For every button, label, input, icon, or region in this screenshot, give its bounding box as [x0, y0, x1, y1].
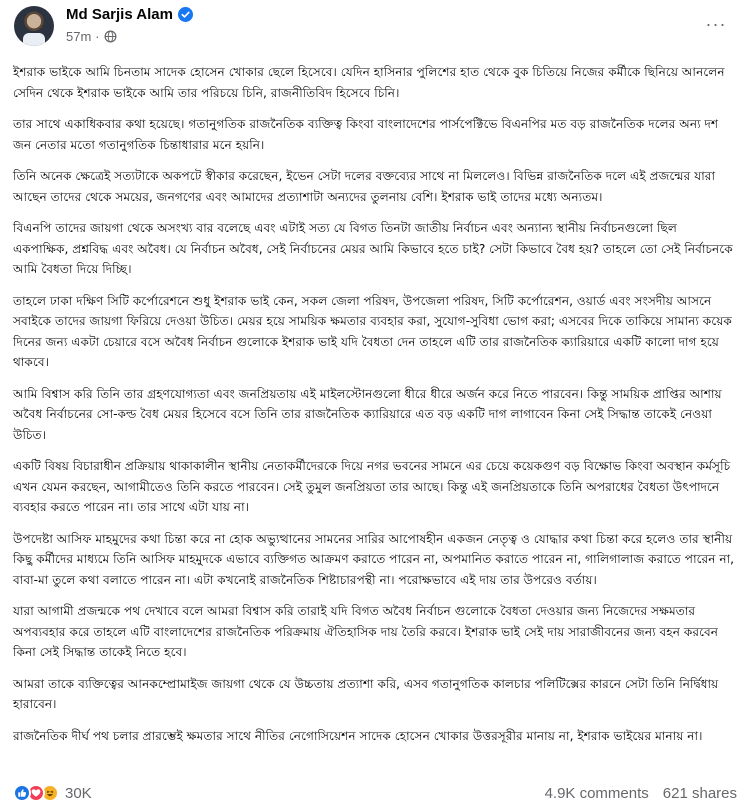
post-paragraph: একটি বিষয় বিচারাধীন প্রক্রিয়ায় থাকাকালীন স্থানীয় নেতাকর্মীদেরকে দিয়ে নগর ভবনের সামনে এর চেয়ে কয়েকগুণ বড় বিক্ষোভ কিংবা অবস্থান কর্মসূচি এখন যেমন করছেন, আগামীতেও তিনি করতে পারবেন। সেই তুমুল জনপ্রিয়তা তার আছে। কিন্তু এই জনপ্রিয়তাকে তিনি অপরাধের বৈধতা উৎপাদনে ব্যবহার করতে পারেন না। তার সাথে এটা যায় না। [13, 459, 731, 514]
post-paragraph: তার সাথে একাধিকবার কথা হয়েছে। গতানুগতিক রাজনৈতিক ব্যক্তিত্ব কিংবা বাংলাদেশের পার্সপেক্টিভে বিএনপির মত বড় রাজনৈতিক দলের অন্য দশ জন নেতার মতো গতানুগতিক চিন্তাধারার মনে হয়নি। [13, 117, 719, 152]
post-header [14, 4, 734, 50]
post-body [13, 62, 735, 757]
verified-badge-icon [178, 7, 193, 22]
author-line [66, 6, 193, 23]
like-reaction-icon [13, 784, 31, 802]
post-footer [13, 780, 737, 806]
post-paragraph: আমি বিশ্বাস করি তিনি তার গ্রহণযোগ্যতা এবং জনপ্রিয়তায় এই মাইলস্টোনগুলো ধীরে ধীরে অর্জন করে নিতে পারবেন। কিন্তু সাময়িক প্রাপ্তির আশায় অবৈধ নির্বাচনের সো-কল্ড বৈধ মেয়র হিসেবে বসে তিনি তার রাজনৈতিক ক্যারিয়ারে এত বড় একটি দাগ লাগাবেন কিনা সেই সিদ্ধান্ত তাকেই নেওয়া উচিত। [13, 386, 722, 442]
post-paragraph: ইশরাক ভাইকে আমি চিনতাম সাদেক হোসেন খোকার ছেলে হিসেবে। যেদিন হাসিনার পুলিশের হাত থেকে বুক চিতিয়ে নিজের কর্মীকে ছিনিয়ে আনলেন সেদিন থেকে ইশরাক ভাইকে আমি তার পরিচয়ে চিনি, রাজনীতিবিদ হিসেবে চিনি। [13, 65, 725, 100]
more-options-button[interactable]: ··· [705, 13, 727, 34]
globe-icon[interactable] [104, 30, 117, 43]
avatar[interactable] [14, 6, 54, 46]
shares-count-link[interactable]: 621 shares [662, 784, 737, 802]
comments-count-link[interactable]: 4.9K comments [544, 784, 649, 802]
post-paragraph: রাজনৈতিক দীর্ঘ পথ চলার প্রারম্ভেই ক্ষমতার সাথে নীতির নেগোসিয়েশন সাদেক হোসেন খোকার উত্তরসূরীর মানায় না, ইশরাক ভাইয়ের মানায় না। [13, 728, 703, 743]
engagement-stats [545, 785, 737, 802]
meta-separator: · [95, 29, 100, 44]
author-name[interactable]: Md Sarjis Alam [66, 6, 173, 23]
post-paragraph: যারা আগামী প্রজন্মকে পথ দেখাবে বলে আমরা বিশ্বাস করি তারাই যদি বিগত অবৈধ নির্বাচন গুলোকে বৈধতা দেওয়ার জন্য নিজেদের সক্ষমতার অপব্যবহার করে তাহলে এটি বাংলাদেশের রাজনৈতিক পরিক্রমায় ঐতিহাসিক দায় তৈরি করবে। ইশরাক ভাই সেই দায় সারাজীবনের জন্য বহন করবেন কিনা সেই সিদ্ধান্ত তাকেই নিতে হবে। [13, 604, 719, 659]
post-meta [66, 29, 117, 44]
avatar-collar [23, 33, 45, 46]
post-paragraph: তাহলে ঢাকা দক্ষিণ সিটি কর্পোরেশনে শুধু ইশরাক ভাই কেন, সকল জেলা পরিষদ, উপজেলা পরিষদ, সিটি কর্পোরেশন, ওয়ার্ড এবং সংসদীয় আসনে সবাইকে তাদের জায়গা ফিরিয়ে দেওয়া উচিত। মেয়র হয়ে সাময়িক ক্ষমতার ব্যবহার করা, সুযোগ-সুবিধা ভোগ করা; এসবের দিকে তাকিয়ে সামান্য কয়েক দিনের জন্য একটা চেয়ারে বসে অবৈধ নির্বাচন গুলোকে ইশরাক ভাই যদি বৈধতা দেন তাহলে এটি তার রাজনৈতিক ক্যারিয়ারে একটি কালো দাগ হয়ে থাকবে। [13, 293, 732, 369]
post-paragraph: তিনি অনেক ক্ষেত্রেই সত্যটাকে অকপটে স্বীকার করেছেন, ইভেন সেটা দলের বক্তব্যের সাথে না মিললেও। বিভিন্ন রাজনৈতিক দলে এই প্রজন্মের যারা আছেন তাদের থেকে সময়ের, জনগণের এবং আমাদের প্রত্যাশাটা অন্যদের তুলনায় বেশি। ইশরাক ভাই তাদের মধ্যে অন্যতম। [13, 169, 716, 204]
post-timestamp[interactable]: 57m [66, 29, 92, 44]
reaction-count: 30K [65, 784, 92, 802]
post-paragraph: বিএনপি তাদের জায়গা থেকে অসংখ্য বার বলেছে এবং এটাই সত্য যে বিগত তিনটা জাতীয় নির্বাচন এবং অন্যান্য স্থানীয় নির্বাচনগুলো ছিল একপাক্ষিক, প্রশ্নবিদ্ধ এবং অবৈধ। যে নির্বাচন অবৈধ, সেই নির্বাচনের মেয়র আমি কিভাবে হতে চাই? সেটা কিভাবে বৈধ হয়? তাহলে তো সেই নির্বাচনকে আমি বৈধতা দিয়ে দিচ্ছি। [13, 221, 733, 276]
post-paragraph: উপদেষ্টা আসিফ মাহমুদের কথা চিন্তা করে না হোক অভ্যুত্থানের সামনের সারির আপোষহীন একজন নেতৃত্ব ও যোদ্ধার কথা চিন্তা করে হলেও তার স্থানীয় কিছু কর্মীদের মাধ্যমে তিনি আসিফ মাহমুদকে এভাবে ব্যক্তিগত আক্রমণ করাতে পারেন না, অপমানিত করাতে পারেন না, গালিগালাজ করাতে পারেন না, বাবা-মা তুলে কথা বলাতে পারেন না। এটা কখনোই রাজনৈতিক শিষ্টাচারপন্থী না। পরোক্ষভাবে এই দায় তার উপরেও বর্তায়। [13, 531, 735, 587]
post-paragraph: আমরা তাকে ব্যক্তিত্বের আনকম্প্রোমাইজ জায়গা থেকে যে উচ্চতায় প্রত্যাশা করি, এসব গতানুগতিক কালচার পলিটিক্সের কারনে সেটা তিনি নির্দ্বিধায় হারাবেন। [13, 676, 719, 711]
reactions-summary[interactable] [13, 784, 92, 802]
